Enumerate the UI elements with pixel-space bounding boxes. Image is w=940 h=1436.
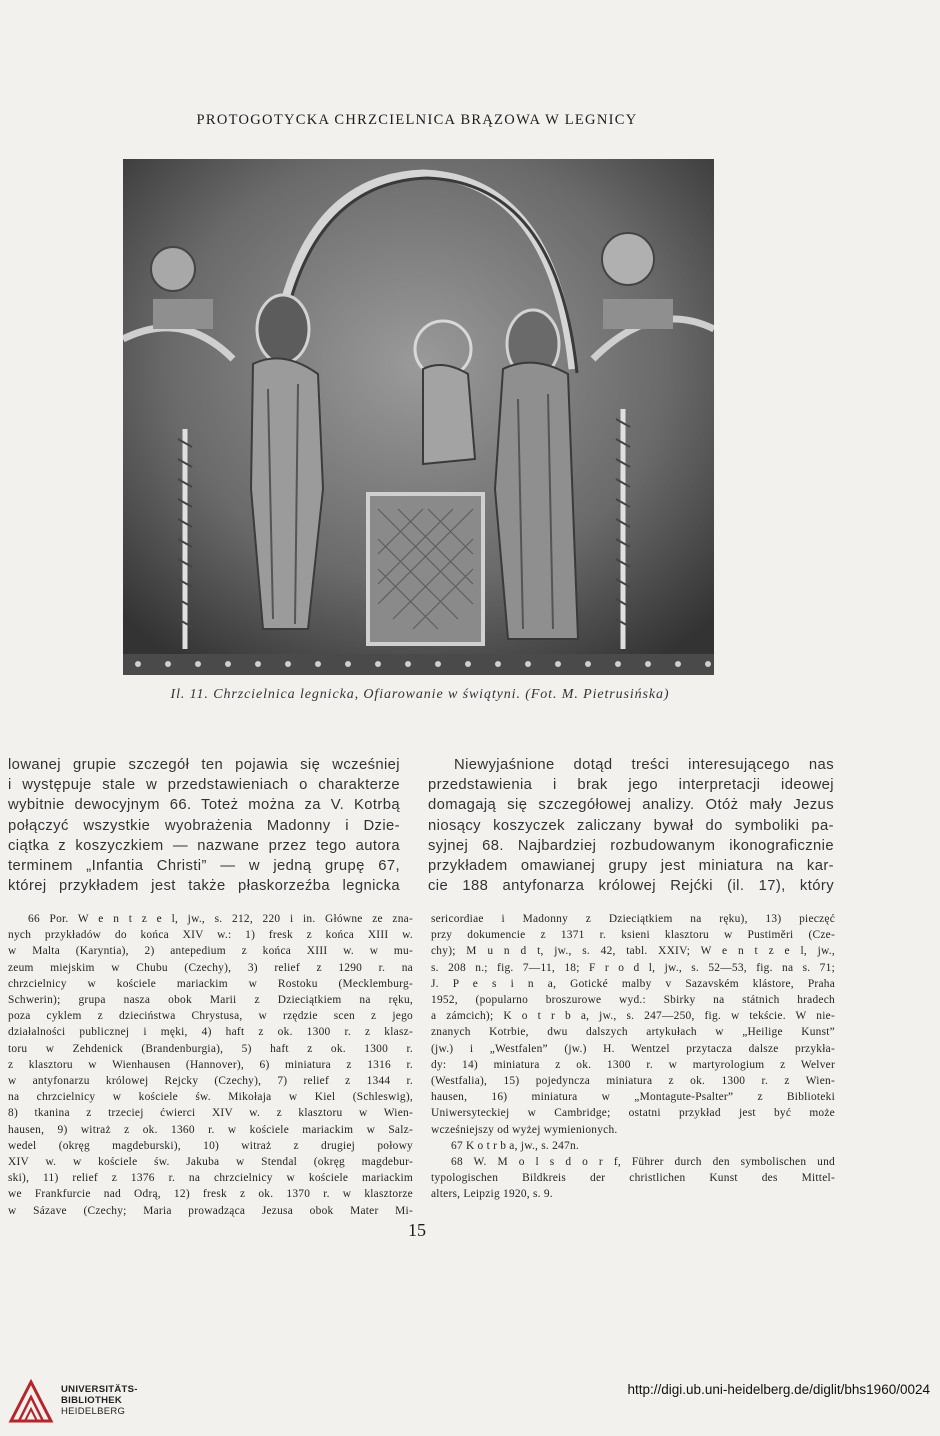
body-line: terminem „Infantia Christi” — w jedną grupę 67,	[8, 858, 400, 875]
body-line: wybitnie dewocyjnym 66. Toteż można za V. Kotrbą	[8, 797, 400, 814]
library-logo-icon	[8, 1378, 54, 1424]
footnote-line: 68 W. M o l s d o r f, Führer durch den symbolischen und	[451, 1156, 835, 1169]
footnote-line: zeum miejskim w Chubu (Czechy), 3) relief z 1290 r. na	[8, 961, 413, 974]
footnote-line: z klasztoru w Wienhausen (Hannover), 6) miniatura z 1316 r.	[8, 1058, 413, 1071]
body-line: Niewyjaśnione dotąd treści interesującego nas	[454, 757, 834, 773]
footnote-line: toru w Zehdenick (Brandenburgia), 5) haft z ok. 1300 r.	[8, 1042, 413, 1055]
footnote-line: poza cyklem z dzieciństwa Chrystusa, w rzędzie scen z jego	[8, 1010, 413, 1023]
footnote-line: nych przykładów do końca XIV w.: 1) fresk z końca XIII w.	[8, 929, 413, 942]
body-column-left	[8, 755, 400, 896]
footnote-line: (Westfalia), 15) pojedyncza miniatura z ok. 1300 r. z Wien-	[431, 1075, 835, 1088]
footnote-line: chy); M u n d t, jw., s. 42, tabl. XXIV; W e n t z e l, jw.,	[431, 945, 835, 958]
library-footer	[0, 1370, 940, 1436]
page-number: 15	[408, 1220, 426, 1240]
figure-caption: Il. 11. Chrzcielnica legnicka, Ofiarowanie w świątyni. (Fot. M. Pietrusińska)	[170, 687, 670, 702]
source-url-link[interactable]: http://digi.ub.uni-heidelberg.de/diglit/bhs1960/0024	[627, 1382, 930, 1397]
footnote-line: w Malta (Karyntia), 2) antepedium z końca XIII w. w mu-	[8, 945, 413, 958]
footnote-line: Uniwersyteckiej w Cambridge; ostatni przykład jest być może	[431, 1107, 835, 1120]
body-line: niosący koszyczek zaliczany bywał do symboliki pa-	[428, 817, 834, 834]
footnote-line: s. 208 n.; fig. 7—11, 18; F r o d l, jw., s. 52—53, fig. na s. 71;	[431, 961, 835, 974]
footnote-line: 1952, (popularno broszurowe wyd.: Sbirky na státnich hradech	[431, 994, 835, 1007]
footnote-line: 66 Por. W e n t z e l, jw., s. 212, 220 i in. Główne ze zna-	[28, 913, 413, 925]
body-line: przedstawienia i brak jego interpretacji ideowej	[428, 777, 834, 794]
footnote-line: a zámcich); K o t r b a, jw., s. 247—250, fig. w tekście. W nie-	[431, 1010, 835, 1023]
body-line: cie 188 antyfonarza królowej Rejćki (il. 17), który	[428, 878, 834, 895]
footnote-line: w antyfonarzu królowej Rejcky (Czechy), 7) relief z 1344 r.	[8, 1075, 413, 1088]
footnote-line: chrzcielnicy w kościele mariackim w Rostoku (Mecklemburg-	[8, 977, 413, 990]
footnote-line: Schwerin); grupa nasza obok Marii z Dzieciątkiem na ręku,	[8, 994, 413, 1007]
body-line: ciątka z koszyczkiem — nazwane przez tego autora	[8, 837, 400, 854]
footnote-line: hausen, 16) miniatura w „Montagute-Psalter” z Biblioteki	[431, 1091, 835, 1104]
footnote-line: hausen, 9) witraż z ok. 1360 r. w kościele mariackim w Salz-	[8, 1123, 413, 1136]
library-name-line: UNIVERSITÄTS-	[61, 1384, 138, 1395]
body-line: i występuje stale w przedstawieniach o charakterze	[8, 777, 400, 794]
footnote-line: alters, Leipzig 1920, s. 9.	[431, 1188, 553, 1201]
footnote-line: przy dokumencie z 1371 r. ksieni klasztoru w Pustiměri (Cze-	[431, 929, 835, 942]
footnote-line: dy: 14) miniatura z ok. 1300 r. w martyrologium z Welver	[431, 1058, 835, 1071]
library-name-line: HEIDELBERG	[61, 1405, 126, 1417]
footnote-line: na chrzcielnicy w kościele św. Mikołaja w Kiel (Schleswig),	[8, 1091, 413, 1104]
footnote-line: ski), 11) relief z 1376 r. na chrzcielnicy w kościele mariackim	[8, 1172, 413, 1185]
footnote-line: J. P e s i n a, Gotické malby v Sazavském klástore, Praha	[431, 977, 835, 990]
relief-photo-drawing	[123, 159, 714, 675]
footnotes-left	[8, 911, 413, 1219]
relief-photograph	[123, 159, 714, 675]
footnote-line: działalności publicznej i męki, 4) haft z ok. 1300 r. z klasz-	[8, 1026, 413, 1039]
body-line: domagają się szczegółowej analizy. Otóż mały Jezus	[428, 797, 834, 814]
footnote-line: wcześniejszy od wyżej wymienionych.	[431, 1123, 618, 1136]
footnote-line: wedel (okręg magdeburski), 10) witraż z drugiej połowy	[8, 1139, 413, 1152]
body-line: której przykładem jest także płaskorzeźba legnicka	[8, 878, 400, 895]
footnote-line: w Sázave (Czechy; Maria prowadząca Jezusa obok Mater Mi-	[8, 1204, 413, 1217]
library-name	[61, 1385, 138, 1417]
footnote-line: 8) tkanina z trzeciej ćwierci XIV w. z klasztoru w Wien-	[8, 1107, 413, 1120]
footnote-line: sericordiae i Madonny z Dzieciątkiem na ręku), 13) pieczęć	[431, 913, 835, 925]
footnote-line: we Frankfurcie nad Odrą, 12) fresk z ok. 1370 r. w klasztorze	[8, 1188, 413, 1201]
footnote-line: (jw.) i „Westfalen” (jw.) H. Wentzel przytacza dalsze przykła-	[431, 1042, 835, 1055]
footnotes-right	[431, 911, 835, 1203]
footnote-line: typologischen Bildkreis der christlichen Kunst des Mittel-	[431, 1172, 835, 1185]
body-line: przykładem omawianej grupy jest miniatura na kar-	[428, 858, 834, 875]
body-line: lowanej grupie szczegół ten pojawia się wcześniej	[8, 757, 400, 773]
footnote-line: XIV w. w kościele św. Jakuba w Stendal (okręg magdebur-	[8, 1156, 413, 1169]
footnote-line: 67 K o t r b a, jw., s. 247n.	[451, 1139, 580, 1152]
body-line: połączyć wszystkie wyobrażenia Madonny i Dzie-	[8, 817, 400, 834]
body-column-right	[428, 755, 834, 896]
footnote-line: znanych Kotrbie, dwu dalszych artykułach w „Heilige Kunst”	[431, 1026, 835, 1039]
library-name-line: BIBLIOTHEK	[61, 1394, 123, 1406]
body-line: syjnej 68. Najbardziej rozbudowanym ikonograficznie	[428, 837, 834, 854]
running-head: PROTOGOTYCKA CHRZCIELNICA BRĄZOWA W LEGNICY	[196, 112, 638, 128]
